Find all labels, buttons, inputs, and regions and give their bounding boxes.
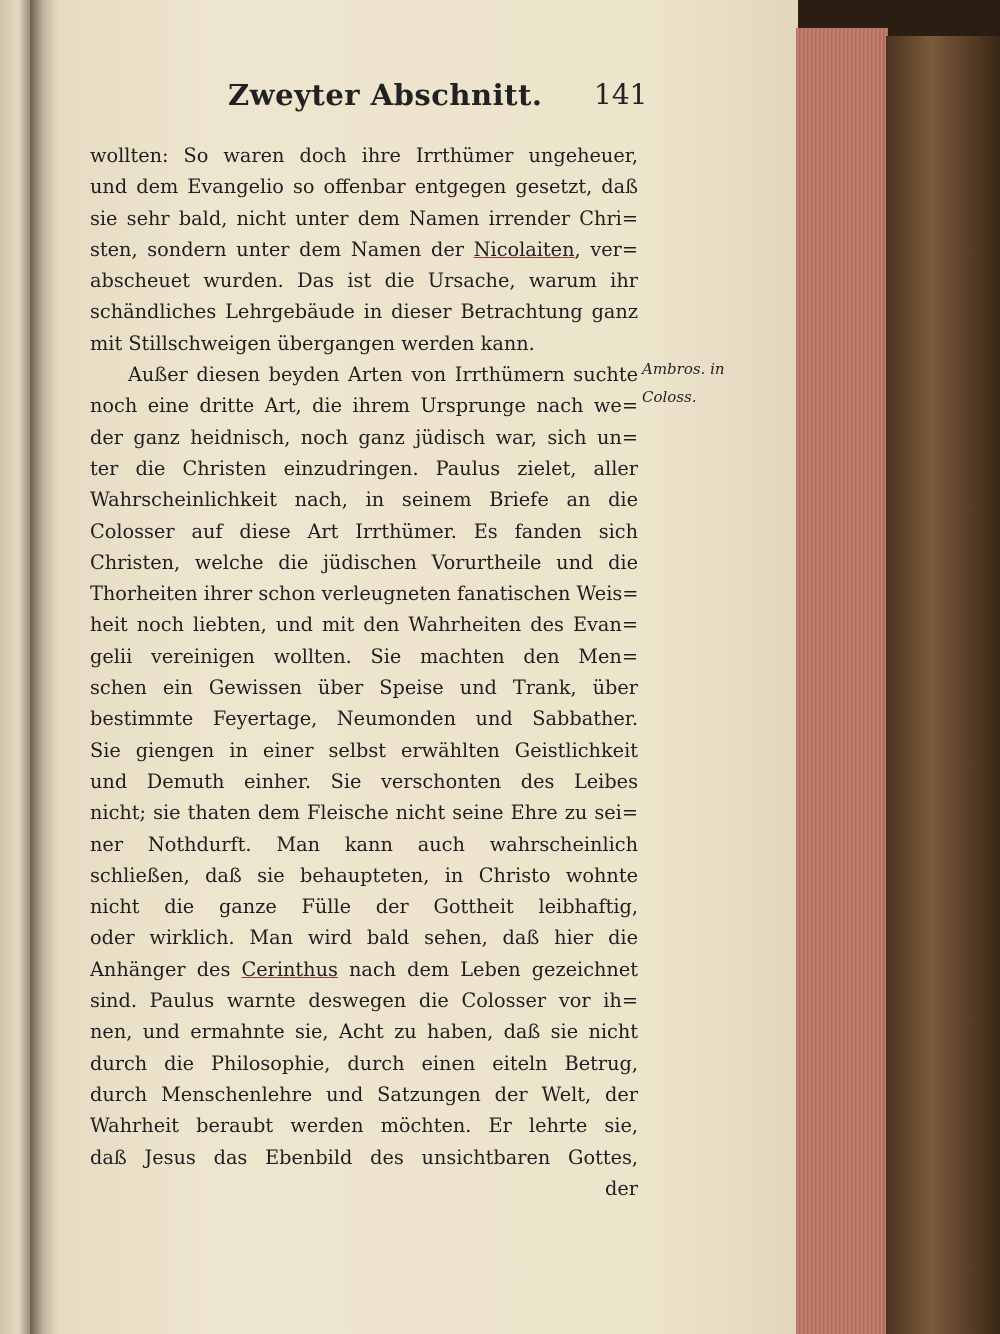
page-number: 141: [594, 78, 648, 111]
text-line: Colosser auf diese Art Irrthümer. Es fanden sich: [90, 519, 638, 543]
text-line: Wahrscheinlichkeit nach, in seinem Briefe an die: [90, 488, 638, 512]
underlined-name-nicolaiten: Nicolaiten: [473, 237, 575, 261]
text-line: der ganz heidnisch, noch ganz jüdisch war, sich un=: [90, 425, 638, 449]
text-line: Christen, welche die jüdischen Vorurtheile und die: [90, 550, 638, 574]
text-line: Außer diesen beyden Arten von Irrthümern suchte: [128, 363, 638, 387]
text-line: bestimmte Feyertage, Neumonden und Sabbather.: [90, 707, 638, 731]
margin-note-line: Ambros. in: [642, 360, 725, 378]
text-line: durch Menschenlehre und Satzungen der Welt, der: [90, 1082, 638, 1106]
catchword: der: [605, 1176, 638, 1200]
margin-note-line: Coloss.: [642, 388, 697, 406]
text-line: schändliches Lehrgebäude in dieser Betrachtung ganz: [90, 300, 638, 324]
text-line: heit noch liebten, und mit den Wahrheiten des Evan=: [90, 613, 638, 637]
text-fragment: nach dem Leben gezeichnet: [337, 957, 638, 981]
text-line: durch die Philosophie, durch einen eiteln Betrug,: [90, 1051, 638, 1075]
book-gutter: [30, 0, 60, 1334]
text-line: Wahrheit beraubt werden möchten. Er lehrte sie,: [90, 1114, 638, 1138]
margin-note: [642, 355, 725, 411]
text-line: ner Nothdurft. Man kann auch wahrscheinlich: [90, 832, 638, 856]
text-fragment: , ver=: [574, 237, 638, 261]
text-line: abscheuet wurden. Das ist die Ursache, warum ihr: [90, 269, 638, 293]
text-line: oder wirklich. Man wird bald sehen, daß hier die: [90, 926, 638, 950]
body-text: [90, 140, 638, 1204]
text-line: schließen, daß sie behaupteten, in Christo wohnte: [90, 863, 638, 887]
text-line: nicht; sie thaten dem Fleische nicht seine Ehre zu sei=: [90, 801, 638, 825]
text-line: [90, 954, 638, 985]
text-line: gelii vereinigen wollten. Sie machten den Men=: [90, 644, 638, 668]
text-fragment: Anhänger des: [90, 957, 242, 981]
text-line: [90, 234, 638, 265]
text-line: noch eine dritte Art, die ihrem Ursprunge nach we=: [90, 394, 638, 418]
text-line: wollten: So waren doch ihre Irrthümer ungeheuer,: [90, 144, 638, 167]
page-fore-edge: [796, 28, 888, 1334]
text-line: schen ein Gewissen über Speise und Trank, über: [90, 676, 638, 700]
running-title: Zweyter Abschnitt.: [228, 78, 543, 112]
text-line: nen, und ermahnte sie, Acht zu haben, daß sie nicht: [90, 1020, 638, 1044]
text-line: Thorheiten ihrer schon verleugneten fanatischen Weis=: [90, 582, 638, 606]
book-cover-edge: [886, 36, 1000, 1334]
text-line: daß Jesus das Ebenbild des unsichtbaren Gottes,: [90, 1145, 638, 1169]
left-page-edge: [0, 0, 30, 1334]
text-line: sind. Paulus warnte deswegen die Colosser vor ih=: [90, 989, 638, 1013]
text-line: Sie giengen in einer selbst erwählten Geistlichkeit: [90, 738, 638, 762]
underlined-name-cerinthus: Cerinthus: [241, 957, 338, 981]
text-line: mit Stillschweigen übergangen werden kann.: [90, 331, 535, 355]
page-header: [0, 78, 1000, 118]
text-line: und dem Evangelio so offenbar entgegen gesetzt, daß: [90, 175, 638, 199]
text-line: ter die Christen einzudringen. Paulus zielet, aller: [90, 456, 638, 480]
text-line: nicht die ganze Fülle der Gottheit leibhaftig,: [90, 895, 638, 919]
text-fragment: sten, sondern unter dem Namen der: [90, 237, 474, 261]
text-line: sie sehr bald, nicht unter dem Namen irrender Chri=: [90, 206, 638, 230]
text-line: und Demuth einher. Sie verschonten des Leibes: [90, 769, 638, 793]
